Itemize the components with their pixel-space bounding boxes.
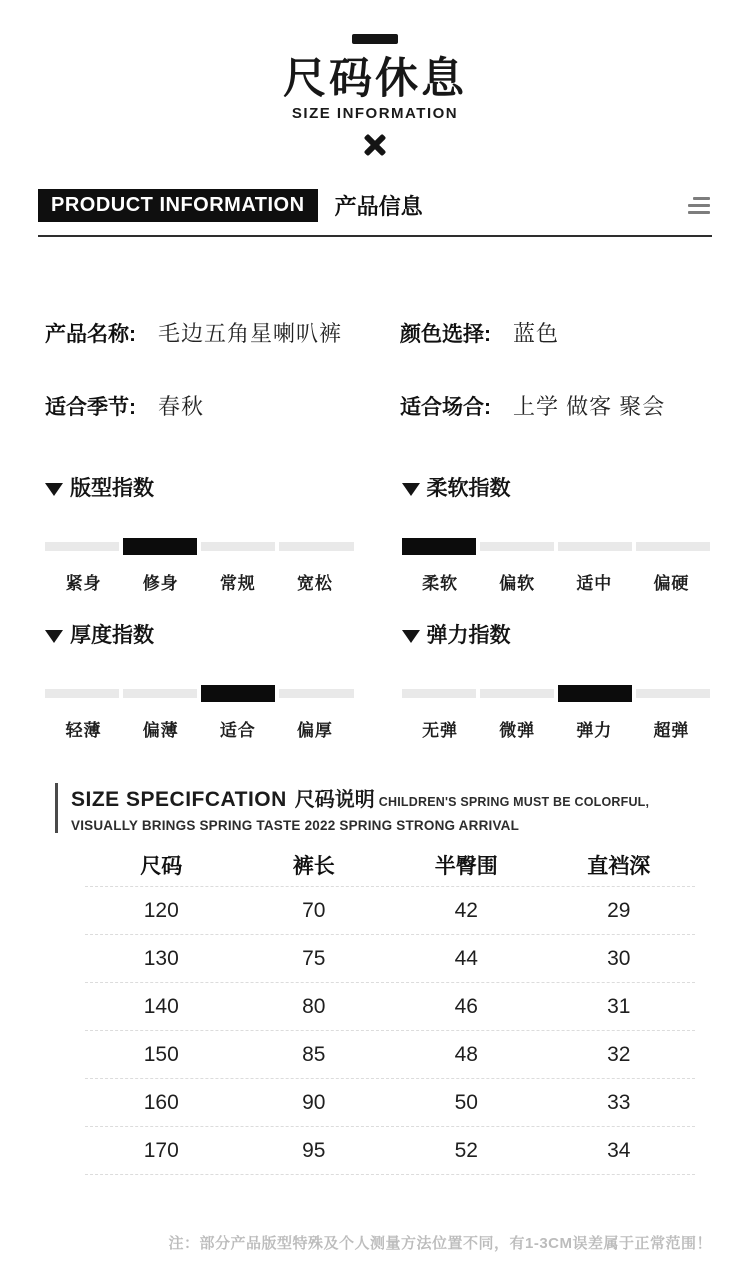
close-x-icon[interactable] — [361, 131, 389, 159]
table-cell: 130 — [143, 946, 179, 970]
table-cell: 140 — [143, 994, 179, 1018]
table-row — [85, 935, 695, 983]
size-spec-tagline-2: VISUALLY BRINGS SPRING TASTE 2022 SPRING STRONG ARRIVAL — [71, 818, 520, 834]
table-cell: 34 — [607, 1138, 631, 1162]
index-title-text: 厚度指数 — [70, 624, 154, 648]
triangle-down-icon — [45, 630, 63, 643]
bar-segment — [636, 689, 710, 698]
index-option: 偏硬 — [653, 574, 690, 594]
bar-segment — [558, 685, 632, 702]
index-section-fit — [45, 475, 354, 594]
table-cell: 29 — [607, 898, 631, 922]
index-title — [402, 622, 711, 650]
table-row — [85, 1127, 695, 1175]
hamburger-menu-icon[interactable] — [686, 193, 712, 218]
field-value: 上学 做客 聚会 — [513, 394, 666, 420]
bar-segment — [279, 542, 353, 551]
table-header-row — [85, 843, 695, 887]
index-labels — [402, 569, 711, 594]
table-cell: 70 — [302, 898, 326, 922]
table-row — [85, 1079, 695, 1127]
table-cell: 160 — [143, 1090, 179, 1114]
bar-segment — [201, 542, 275, 551]
bar-segment — [402, 538, 476, 555]
field-season — [45, 390, 400, 421]
index-option: 无弹 — [422, 721, 459, 741]
index-option: 适中 — [576, 574, 613, 594]
triangle-down-icon — [45, 483, 63, 496]
header-divider — [38, 235, 712, 237]
index-labels — [45, 569, 354, 594]
index-bar — [402, 537, 711, 555]
column-header: 半臀围 — [434, 854, 498, 878]
product-info-badge: PRODUCT INFORMATION — [38, 189, 318, 222]
index-bar — [45, 537, 354, 555]
field-label: 适合季节: — [45, 396, 136, 420]
table-cell: 48 — [454, 1042, 478, 1066]
product-info-header — [38, 189, 712, 237]
field-color — [400, 317, 710, 348]
logo-subtitle: SIZE INFORMATION — [291, 105, 459, 123]
table-row — [85, 887, 695, 935]
index-bar — [45, 684, 354, 702]
index-option: 弹力 — [576, 721, 613, 741]
index-option: 柔软 — [422, 574, 459, 594]
table-cell: 150 — [143, 1042, 179, 1066]
logo-title: 尺码休息 — [283, 55, 467, 103]
field-value: 蓝色 — [513, 321, 560, 347]
index-title — [45, 475, 354, 503]
bar-segment — [402, 689, 476, 698]
table-cell: 31 — [607, 994, 631, 1018]
table-cell: 52 — [454, 1138, 478, 1162]
index-title-text: 版型指数 — [70, 477, 154, 501]
index-option: 常规 — [219, 574, 256, 594]
table-cell: 85 — [302, 1042, 326, 1066]
index-title — [402, 475, 711, 503]
index-option: 宽松 — [296, 574, 333, 594]
index-option: 微弹 — [499, 721, 536, 741]
triangle-down-icon — [402, 630, 420, 643]
index-title — [45, 622, 354, 650]
footer-note: 注：部分产品版型特殊及个人测量方法位置不同，有1-3CM误差属于正常范围！ — [168, 1235, 712, 1252]
table-cell: 90 — [302, 1090, 326, 1114]
index-sections — [45, 475, 710, 741]
index-section-elasticity — [402, 622, 711, 741]
index-option: 偏软 — [499, 574, 536, 594]
index-title-text: 弹力指数 — [426, 624, 511, 648]
bar-segment — [45, 689, 119, 698]
column-header: 裤长 — [292, 854, 335, 878]
table-cell: 30 — [607, 946, 631, 970]
field-value: 毛边五角星喇叭裤 — [158, 321, 343, 347]
column-header: 直裆深 — [587, 854, 651, 878]
index-section-softness — [402, 475, 711, 594]
index-option: 超弹 — [653, 721, 690, 741]
table-cell: 170 — [143, 1138, 179, 1162]
logo-dash-icon — [352, 34, 398, 44]
size-spec-title-en: SIZE SPECIFCATION — [71, 788, 287, 812]
index-option: 偏薄 — [142, 721, 179, 741]
field-product-name — [45, 317, 400, 348]
size-spec-title-zh: 尺码说明 — [294, 789, 375, 812]
field-value: 春秋 — [158, 394, 205, 420]
table-cell: 120 — [143, 898, 179, 922]
field-label: 颜色选择: — [400, 323, 491, 347]
size-info-logo — [0, 0, 750, 159]
bar-segment — [45, 542, 119, 551]
index-option: 修身 — [142, 574, 179, 594]
table-cell: 33 — [607, 1090, 631, 1114]
bar-segment — [480, 542, 554, 551]
table-cell: 32 — [607, 1042, 631, 1066]
bar-segment — [123, 689, 197, 698]
field-label: 适合场合: — [400, 396, 491, 420]
table-cell: 46 — [454, 994, 478, 1018]
bar-segment — [558, 542, 632, 551]
table-row — [85, 983, 695, 1031]
table-cell: 50 — [454, 1090, 478, 1114]
table-cell: 44 — [454, 946, 478, 970]
bar-segment — [201, 685, 275, 702]
product-fields — [45, 317, 710, 421]
index-labels — [402, 716, 711, 741]
bar-segment — [636, 542, 710, 551]
table-row — [85, 1031, 695, 1079]
bar-segment — [123, 538, 197, 555]
product-info-title: 产品信息 — [334, 194, 423, 220]
size-spec-tagline-1: CHILDREN'S SPRING MUST BE COLORFUL, — [378, 795, 650, 810]
table-cell: 42 — [454, 898, 478, 922]
index-option: 适合 — [219, 721, 256, 741]
index-option: 轻薄 — [65, 721, 102, 741]
bar-segment — [480, 689, 554, 698]
triangle-down-icon — [402, 483, 420, 496]
size-table — [85, 843, 695, 1175]
index-option: 紧身 — [65, 574, 102, 594]
index-bar — [402, 684, 711, 702]
table-cell: 75 — [302, 946, 326, 970]
index-section-thickness — [45, 622, 354, 741]
index-labels — [45, 716, 354, 741]
table-cell: 80 — [302, 994, 326, 1018]
bar-segment — [279, 689, 353, 698]
field-occasion — [400, 390, 710, 421]
field-label: 产品名称: — [45, 323, 136, 347]
size-spec-header — [55, 783, 710, 833]
table-cell: 95 — [302, 1138, 326, 1162]
index-title-text: 柔软指数 — [426, 477, 511, 501]
column-header: 尺码 — [140, 854, 183, 878]
index-option: 偏厚 — [296, 721, 333, 741]
